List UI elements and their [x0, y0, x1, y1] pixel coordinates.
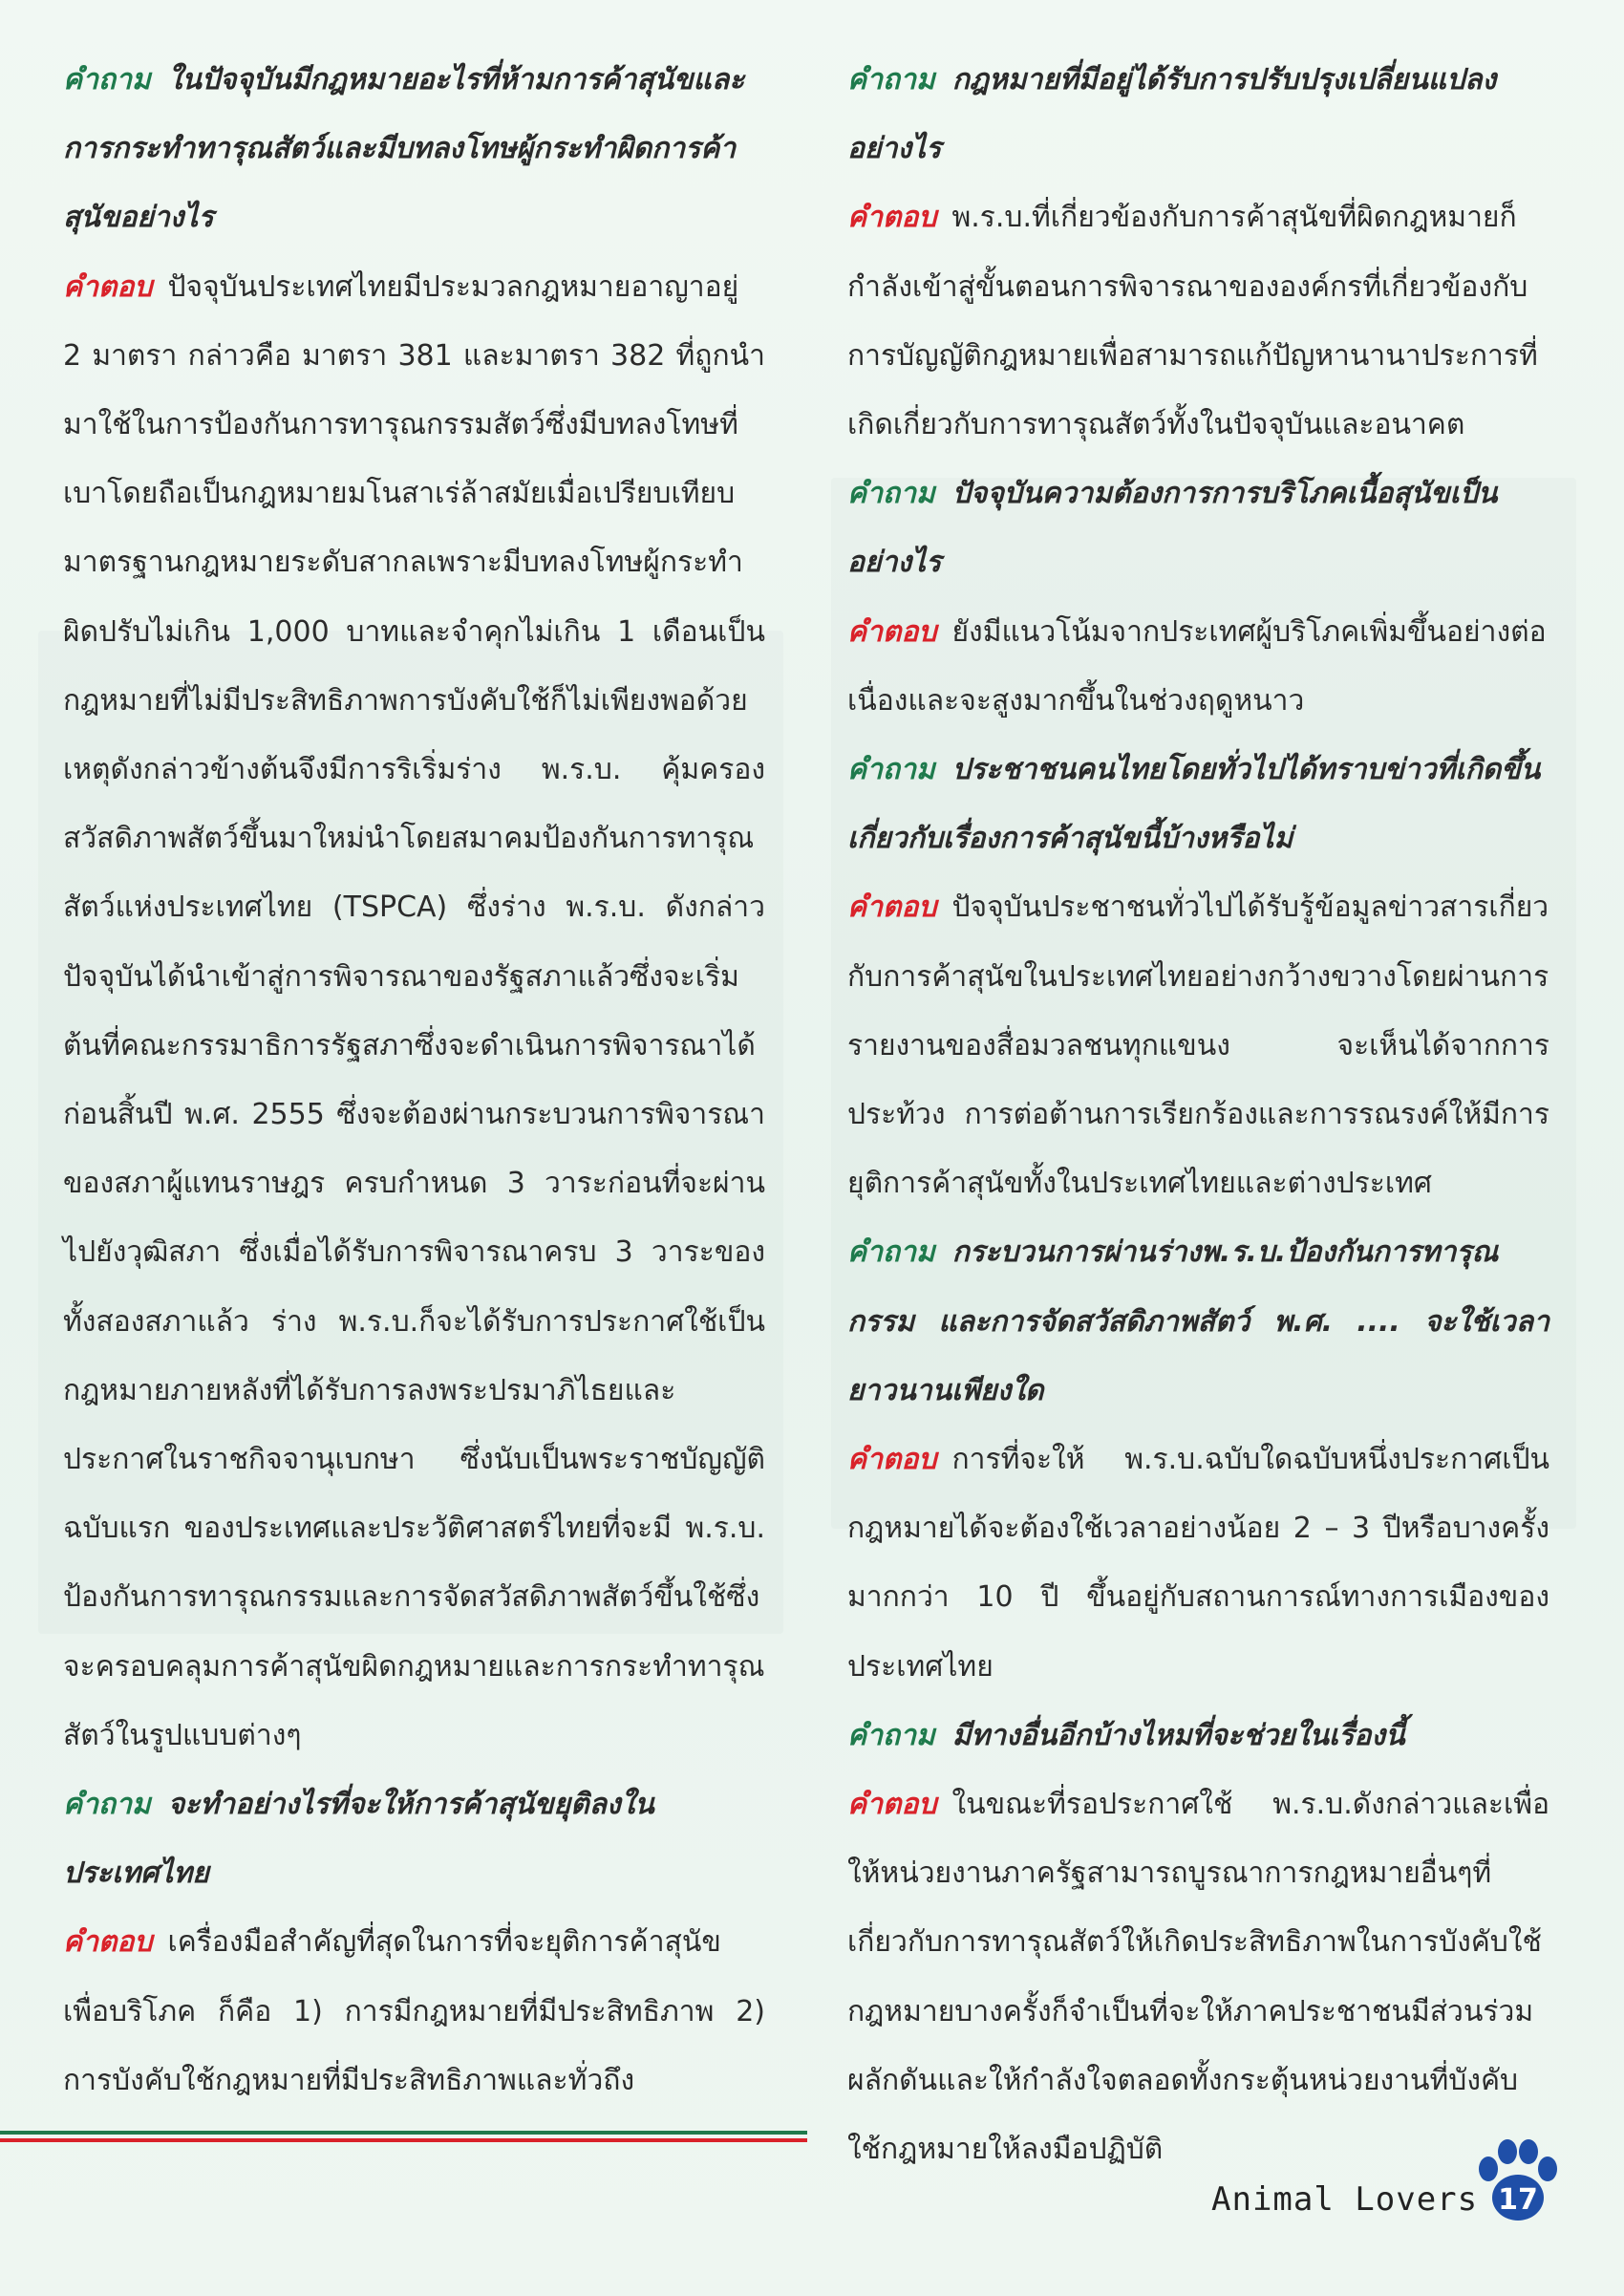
- question-label: คำถาม: [847, 1235, 935, 1270]
- page-number: 17: [1498, 2183, 1538, 2217]
- question-2: [63, 1770, 765, 1908]
- question-label: คำถาม: [847, 1718, 935, 1752]
- question-label: คำถาม: [847, 753, 935, 787]
- footer-rule-green: [0, 2131, 807, 2135]
- right-column: [847, 46, 1549, 2184]
- answer-text: พ.ร.บ.ที่เกี่ยวข้องกับการค้าสุนัขที่ผิดกฎหมายก็กำลังเข้าสู่ขั้นตอนการพิจารณาขององค์กรที่เกี่ยวข้องกับการบัญญัติกฎหมายเพื่อสามารถแก้ปัญหานานาประการที่เกิดเกี่ยวกับการทารุณสัตว์ทั้งในปัจจุบันและอนาคต: [847, 201, 1538, 442]
- answer-text: ปัจจุบันประเทศไทยมีประมวลกฎหมายอาญาอยู่ 2 มาตรา กล่าวคือ มาตรา 381 และมาตรา 382 ที่ถูกนำมาใช้ในการป้องกันการทารุณกรรมสัตว์ซึ่งมีบทลงโทษที่เบาโดยถือเป็นกฎหมายมโนสาเร่ล้าสมัยเมื่อเปรียบเทียบมาตรฐานกฎหมายระดับสากลเพราะมีบทลงโทษผู้กระทำผิดปรับไม่เกิน 1,000 บาทและจำคุกไม่เกิน 1 เดือนเป็นกฎหมายที่ไม่มีประสิทธิภาพการบังคับใช้ก็ไม่เพียงพอด้วยเหตุดังกล่าวข้างต้นจึงมีการริเริ่มร่าง พ.ร.บ. คุ้มครองสวัสดิภาพสัตว์ขึ้นมาใหม่นำโดยสมาคมป้องกันการทารุณสัตว์แห่งประเทศไทย (TSPCA) ซึ่งร่าง พ.ร.บ. ดังกล่าวปัจจุบันได้นำเข้าสู่การพิจารณาของรัฐสภาแล้วซึ่งจะเริ่มต้นที่คณะกรรมาธิการรัฐสภาซึ่งจะดำเนินการพิจารณาได้ก่อนสิ้นปี พ.ศ. 2555 ซึ่งจะต้องผ่านกระบวนการพิจารณาของสภาผู้แทนราษฎร ครบกำหนด 3 วาระก่อนที่จะผ่านไปยังวุฒิสภา ซึ่งเมื่อได้รับการพิจารณาครบ 3 วาระของทั้งสองสภาแล้ว ร่าง พ.ร.บ.ก็จะได้รับการประกาศใช้เป็นกฎหมายภายหลังที่ได้รับการลงพระปรมาภิไธยและประกาศในราชกิจจานุเบกษา ซึ่งนับเป็นพระราชบัญญัติฉบับแรก ของประเทศและประวัติศาสตร์ไทยที่จะมี พ.ร.บ. ป้องกันการทารุณกรรมและการจัดสวัสดิภาพสัตว์ขึ้นใช้ซึ่งจะครอบคลุมการค้าสุนัขผิดกฎหมายและการกระทำทารุณสัตว์ในรูปแบบต่างๆ: [63, 269, 765, 1752]
- question-text: จะทำอย่างไรที่จะให้การค้าสุนัขยุติลงในประเทศไทย: [63, 1788, 654, 1891]
- answer-label: คำตอบ: [847, 614, 937, 649]
- answer-7: [847, 1770, 1549, 2184]
- paw-print-icon: [1469, 2133, 1565, 2228]
- answer-label: คำตอบ: [847, 1443, 937, 1477]
- answer-label: คำตอบ: [847, 1788, 937, 1822]
- answer-label: คำตอบ: [847, 891, 937, 925]
- question-label: คำถาม: [847, 477, 935, 511]
- answer-text: การที่จะให้ พ.ร.บ.ฉบับใดฉบับหนึ่งประกาศเป็นกฎหมายได้จะต้องใช้เวลาอย่างน้อย 2 – 3 ปีหรือบางครั้งมากกว่า 10 ปี ขึ้นอยู่กับสถานการณ์ทางการเมืองของประเทศไทย: [847, 1443, 1549, 1684]
- question-label: คำถาม: [63, 63, 151, 97]
- question-text: ประชาชนคนไทยโดยทั่วไปได้ทราบข่าวที่เกิดขึ้นเกี่ยวกับเรื่องการค้าสุนัขนี้บ้างหรือไม่: [847, 753, 1541, 856]
- answer-text: เครื่องมือสำคัญที่สุดในการที่จะยุติการค้าสุนัขเพื่อบริโภค ก็คือ 1) การมีกฎหมายที่มีประสิทธิภาพ 2) การบังคับใช้กฎหมายที่มีประสิทธิภาพและทั่วถึง: [63, 1925, 765, 2097]
- answer-6: [847, 1426, 1549, 1702]
- left-column: [63, 46, 765, 2115]
- footer-rule: [0, 2131, 807, 2150]
- answer-3: [847, 183, 1549, 460]
- question-text: มีทางอื่นอีกบ้างไหมที่จะช่วยในเรื่องนี้: [951, 1718, 1405, 1752]
- question-label: คำถาม: [847, 63, 935, 97]
- footer-rule-red: [0, 2138, 807, 2142]
- question-5: [847, 736, 1549, 873]
- answer-text: ในขณะที่รอประกาศใช้ พ.ร.บ.ดังกล่าวและเพื่อให้หน่วยงานภาครัฐสามารถบูรณาการกฎหมายอื่นๆที่เกี่ยวกับการทารุณสัตว์ให้เกิดประสิทธิภาพในการบังคับใช้กฎหมายบางครั้งก็จำเป็นที่จะให้ภาคประชาชนมีส่วนร่วมผลักดันและให้กำลังใจตลอดทั้งกระตุ้นหน่วยงานที่บังคับใช้กฎหมายให้ลงมือปฏิบัติ: [847, 1788, 1549, 2167]
- question-text: กฎหมายที่มีอยู่ได้รับการปรับปรุงเปลี่ยนแปลงอย่างไร: [847, 63, 1497, 166]
- question-text: ในปัจจุบันมีกฎหมายอะไรที่ห้ามการค้าสุนัขและการกระทำทารุณสัตว์และมีบทลงโทษผู้กระทำผิดการค้าสุนัขอย่างไร: [63, 63, 745, 235]
- question-text: ปัจจุบันความต้องการการบริโภคเนื้อสุนัขเป็นอย่างไร: [847, 477, 1498, 580]
- question-1: [63, 46, 765, 253]
- question-4: [847, 460, 1549, 597]
- answer-text: ยังมีแนวโน้มจากประเทศผู้บริโภคเพิ่มขึ้นอย่างต่อเนื่องและจะสูงมากขึ้นในช่วงฤดูหนาว: [847, 614, 1547, 718]
- question-text: กระบวนการผ่านร่างพ.ร.บ.ป้องกันการทารุณกรรม และการจัดสวัสดิภาพสัตว์ พ.ศ. .... จะใช้เวลายาวนานเพียงใด: [847, 1235, 1549, 1407]
- question-label: คำถาม: [63, 1788, 151, 1822]
- answer-label: คำตอบ: [63, 1925, 153, 1960]
- question-6: [847, 1218, 1549, 1426]
- answer-4: [847, 598, 1549, 736]
- magazine-brand: Animal Lovers: [1211, 2180, 1479, 2219]
- question-7: [847, 1702, 1549, 1770]
- answer-5: [847, 873, 1549, 1218]
- answer-2: [63, 1908, 765, 2115]
- question-3: [847, 46, 1549, 183]
- answer-1: [63, 253, 765, 1770]
- answer-label: คำตอบ: [63, 269, 153, 304]
- answer-label: คำตอบ: [847, 201, 937, 235]
- answer-text: ปัจจุบันประชาชนทั่วไปได้รับรู้ข้อมูลข่าวสารเกี่ยวกับการค้าสุนัขในประเทศไทยอย่างกว้างขวางโดยผ่านการรายงานของสื่อมวลชนทุกแขนง จะเห็นได้จากการประท้วง การต่อต้านการเรียกร้องและการรณรงค์ให้มีการยุติการค้าสุนัขทั้งในประเทศไทยและต่างประเทศ: [847, 891, 1549, 1201]
